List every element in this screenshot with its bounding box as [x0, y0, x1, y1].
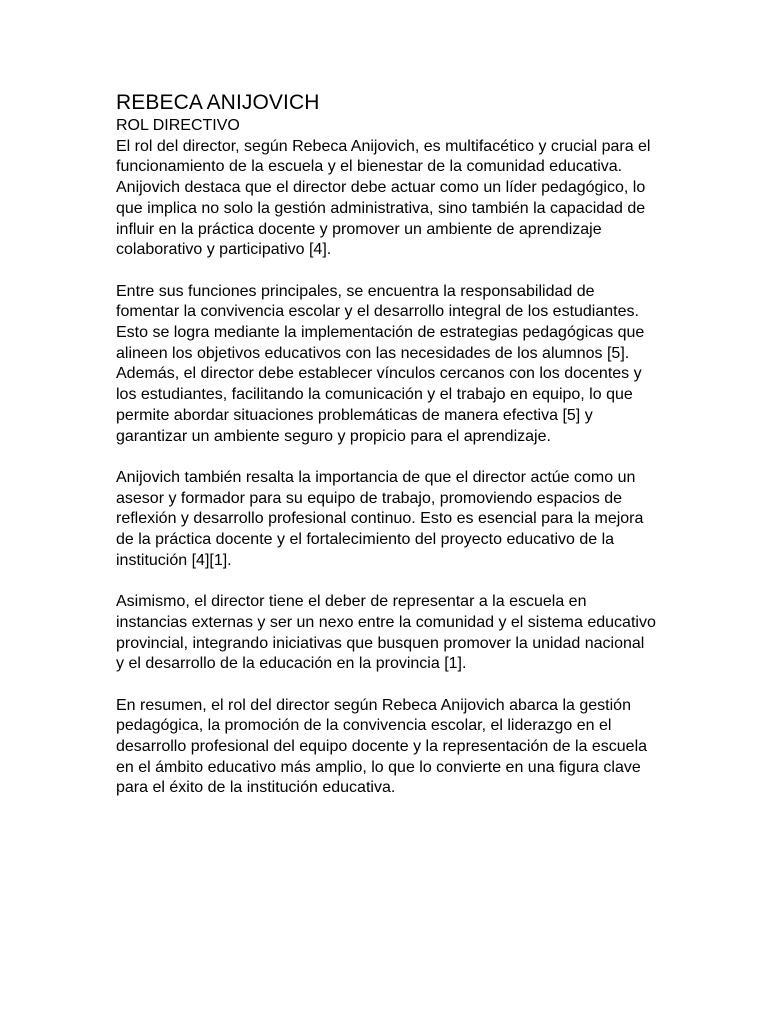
- paragraph-advisor: Anijovich también resalta la importancia de que el director actúe como un asesor y formador para su equipo de trabajo, promoviendo espacios de reflexión y desarrollo profesional continuo. Esto es esencial para la mejora de la práctica docente y el fortalecimiento del proyecto educativo de la institución [4][1].: [116, 468, 644, 569]
- document-body: [116, 90, 656, 820]
- document-subtitle: ROL DIRECTIVO: [116, 117, 240, 134]
- paragraph-functions: Entre sus funciones principales, se encuentra la responsabilidad de fomentar la convivencia escolar y el desarrollo integral de los estudiantes. Esto se logra mediante la implementación de estrategias pedagógicas que alineen los objetivos educativos con las necesidades de los alumnos [5]. Además, el director debe establecer vínculos cercanos con los docentes y los estudiantes, facilitando la comunicación y el trabajo en equipo, lo que permite abordar situaciones problemáticas de manera efectiva [5] y garantizar un ambiente seguro y propicio para el aprendizaje.: [116, 282, 645, 445]
- paragraph-representation: Asimismo, el director tiene el deber de representar a la escuela en instancias externas y ser un nexo entre la comunidad y el sistema educativo provincial, integrando iniciativas que busquen promover la unidad nacional y el desarrollo de la educación en la provincia [1].: [116, 593, 656, 673]
- paragraph-summary: En resumen, el rol del director según Rebeca Anijovich abarca la gestión pedagógica, la promoción de la convivencia escolar, el liderazgo en el desarrollo profesional del equipo docente y la representación de la escuela en el ámbito educativo más amplio, lo que lo convierte en una figura clave para el éxito de la institución educativa.: [116, 696, 648, 797]
- paragraph-intro: El rol del director, según Rebeca Anijovich, es multifacético y crucial para el funcionamiento de la escuela y el bienestar de la comunidad educativa. Anijovich destaca que el director debe actuar como un líder pedagógico, lo que implica no solo la gestión administrativa, sino también la capacidad de influir en la práctica docente y promover un ambiente de aprendizaje colaborativo y participativo [4].: [116, 137, 651, 259]
- document-title: REBECA ANIJOVICH: [116, 91, 320, 114]
